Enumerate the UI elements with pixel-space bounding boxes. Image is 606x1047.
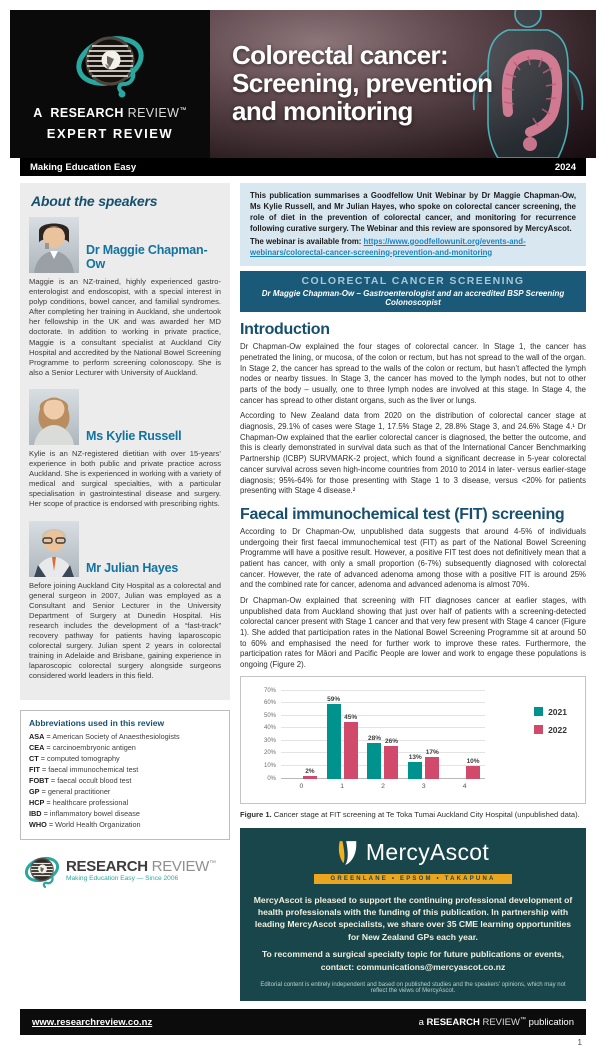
- speaker-name: Mr Julian Hayes: [86, 560, 179, 575]
- abbreviations-heading: Abbreviations used in this review: [29, 718, 165, 729]
- legend-swatch: [534, 725, 543, 734]
- introduction-paragraph-2: According to New Zealand data from 2020 on the distribution of colorectal cancer stage at diagnosis, 29.1% of cases were Stage 1, 17.5% Stage 2, 28.8% Stage 3, and 24.6% Stage 4.¹ Dr Chapman-Ow explained that the earlier colorectal cancer is diagnosed, the better the outcome, and this is clearly demonstrated in survival data such as that of the International Cancer Benchmarking Partnership (ICBP) SURVMARK-2 project, which found a significant decrease in 5-year colorectal cancer survival across seven high-income countries from 2010 to 2014 in later- versus earlier-stage diagnosis; 95%-64% for those presenting with Stage 1 to 3 disease, versus <20% for patients presenting with Stage 4 disease.²: [240, 411, 586, 496]
- x-axis-tick: 2: [381, 782, 385, 790]
- introduction-paragraph-1: Dr Chapman-Ow explained the four stages of colorectal cancer. In Stage 1, the cancer has penetrated the lining, or mucosa, of the colon or rectum, but has not spread to the wall of the organ. In Stage 2, the cancer has spread to the walls of the colon or rectum, but hasn’t affected the lymph nodes or nearby tissues. In Stage 3, the cancer has moved to the lymph nodes, but not to other parts of the body – usually, one to three lymph nodes are involved at this stage. In Stage 4, the cancer has spread to other distant organs, such as the liver or lungs.: [240, 342, 586, 405]
- abbreviation-item: HCP = healthcare professional: [29, 798, 129, 808]
- tagline-strip: [20, 158, 586, 176]
- introduction-heading: Introduction: [240, 321, 330, 339]
- research-review-globe-icon: [74, 28, 146, 100]
- abbreviations-list: [29, 732, 221, 830]
- bar-2022-stage-2: [384, 737, 398, 779]
- figure1-caption-text: Cancer stage at FIT screening at Te Toka Tumai Auckland City Hospital (unpublished data).: [271, 809, 580, 819]
- abbreviation-item: IBD = inflammatory bowel disease: [29, 809, 140, 818]
- speaker-photo-kylie: [29, 389, 79, 445]
- title-line-2: Screening, prevention: [232, 67, 493, 98]
- speakers-panel: [20, 183, 230, 700]
- bar-group-stage-2: [363, 691, 404, 790]
- fit-paragraph-2: Dr Chapman-Ow explained that screening with FIT diagnoses cancer at earlier stages, with unpublished data from Auckland showing that just over half of patients with a screening-detected colorectal cancer present with Stage 1 cancer and that very few present with Stage 4 cancer (Figure 1). She added that participation rates in the National Bowel Screening Programme sit at around 50 to 60% and emphasised the need for further work to improve these rates. Furthermore, the participation rates for Māori and Pacific People are lower and work to engage these populations is ongoing (Figure 2).: [240, 595, 586, 669]
- footer-pub-brand-bold: RESEARCH: [426, 1016, 480, 1028]
- rr-brand-tm: ™: [209, 860, 216, 868]
- rr-brand-light: REVIEW: [151, 858, 210, 876]
- research-review-footer-logo: [24, 852, 230, 890]
- bar-2022-stage-1: [344, 714, 358, 779]
- x-axis-tick: 3: [421, 782, 426, 790]
- publication-title: [232, 42, 492, 125]
- fit-paragraph-1: According to Dr Chapman-Ow, unpublished data suggests that around 4-5% of individuals undergoing their first faecal immunochemical test (FIT) as part of the National Bowel Screening Programme will have a positive result. However, a positive FIT test does not definitively mean that a patient has cancer, with only a small proportion (6-7%) subsequently diagnosed with colorectal cancer. However, the rate of advanced adenoma among those with a positive FIT is around 25% and the combined rate for cancer, adenoma and advanced adenoma is almost 70%.: [240, 526, 586, 590]
- speaker-maggie: [29, 217, 221, 378]
- bar-group-stage-3: [403, 691, 444, 790]
- y-axis-tick: 0%: [267, 775, 276, 782]
- footer-pub-brand-light: REVIEW: [482, 1016, 520, 1028]
- y-axis-tick: 50%: [263, 712, 276, 719]
- bar-2021-stage-1: [327, 696, 341, 778]
- bar-2022-stage-3: [425, 749, 439, 778]
- sponsor-contact-line1: To recommend a surgical specialty topic for future publications or events,: [261, 949, 565, 960]
- bar-2021-stage-2: [367, 735, 381, 778]
- footer-pub-tm: ™: [519, 1016, 526, 1023]
- abbreviations-box: [20, 710, 230, 839]
- sidebar: [20, 183, 230, 890]
- speaker-bio: Kylie is an NZ-registered dietitian with over 15-years’ experience in both public and private practice across Auckland. She is experienced in working with a variety of medical and surgical specialties, with a particular specialisation in gastrointestinal disease and surgery. Her scope of practice is endorsed with prescribing rights.: [29, 448, 221, 509]
- figure1-caption-label: Figure 1.: [240, 809, 272, 819]
- speaker-kylie: [29, 389, 221, 510]
- sponsor-contact-line2: contact: communications@mercyascot.co.nz: [320, 961, 506, 972]
- banner-subtitle: Dr Maggie Chapman-Ow – Gastroenterologist and an accredited BSP Screening Colonoscopist: [261, 289, 565, 308]
- bar-value-label: 26%: [384, 737, 398, 745]
- title-line-3: and monitoring: [232, 95, 413, 126]
- bar-value-label: 59%: [327, 696, 341, 704]
- sponsor-fineprint: Editorial content is entirely independent and based on published studies and the speakers’ opinions, which may not reflect the views of MercyAscot.: [260, 982, 566, 995]
- summary-text: This publication summarises a Goodfellow Unit Webinar by Dr Maggie Chapman-Ow, Ms Kylie Russell, and Mr Julian Hayes, who spoke on colorectal cancer screening, the role of diet in the prevention of colorectal cancer, and monitoring for recurrence following curative surgery. The Webinar and this review are sponsored by MercyAscot.: [250, 191, 576, 233]
- legend-swatch: [534, 707, 543, 716]
- y-axis-tick: 20%: [263, 750, 276, 757]
- bar-group-stage-1: [322, 691, 363, 790]
- sponsor-body-text: MercyAscot is pleased to support the continuing professional development of health professionals with the funding of this publication. In partnership with leading MercyAscot specialists, we share over 35 CME learning opportunities for New Zealand GPs each year.: [253, 894, 573, 942]
- rr-brand-bold: RESEARCH: [66, 858, 148, 876]
- speaker-bio: Maggie is an NZ-trained, highly experienced gastro-enterologist and endoscopist, with a special interest in polyp conditions, bowel cancer, and familial syndromes. After completing her training in Auckland, she undertook her fellowship in the UK and was awarded her MD doctorate. In addition to working in private practice, Maggie is a consultant specialist at Auckland City Hospital and accredited by the National Bowel Screening Programme to perform screening colonoscopy. She is also a Senior Lecturer with University of Auckland.: [29, 277, 221, 377]
- speaker-head: [29, 217, 221, 273]
- footer-bar: [20, 1009, 586, 1035]
- footer-pub-suffix: publication: [528, 1016, 574, 1028]
- sponsor-contact: [252, 948, 574, 973]
- header: [10, 10, 596, 158]
- fit-screening-heading: Faecal immunochemical test (FIT) screening: [240, 505, 565, 523]
- about-speakers-heading: About the speakers: [31, 193, 158, 209]
- y-axis-tick: 10%: [263, 763, 276, 770]
- abbreviation-item: FIT = faecal immunochemical test: [29, 765, 139, 775]
- abbreviation-item: CEA = carcinoembryonic antigen: [29, 743, 136, 753]
- speaker-photo-julian: [29, 521, 79, 577]
- content: [20, 183, 586, 1001]
- sponsor-panel: [240, 828, 586, 1002]
- speaker-head: [29, 389, 221, 445]
- footer-website-link[interactable]: www.researchreview.co.nz: [32, 1016, 153, 1028]
- y-axis-tick: 30%: [263, 737, 276, 744]
- chart-plot: [263, 687, 485, 790]
- making-education-easy-label: Making Education Easy: [30, 161, 137, 173]
- title-line-1: Colorectal cancer:: [232, 40, 449, 70]
- rr-tagline: Making Education Easy — Since 2006: [66, 875, 179, 883]
- brand-light: REVIEW: [127, 105, 180, 120]
- y-axis-tick: 60%: [263, 700, 276, 707]
- year-label: 2024: [554, 161, 576, 173]
- banner-title: COLORECTAL CANCER SCREENING: [301, 275, 525, 288]
- hero-banner: [210, 10, 596, 158]
- summary-box: [240, 183, 586, 266]
- bar-value-label: 13%: [408, 754, 422, 762]
- abbreviation-item: CT = computed tomography: [29, 754, 120, 764]
- bar-value-label: 2%: [305, 768, 315, 776]
- speaker-name: Ms Kylie Russell: [86, 428, 182, 443]
- footer-pub-prefix: a: [418, 1016, 424, 1028]
- speaker-photo-maggie: [29, 217, 79, 273]
- brand-line: [33, 106, 187, 120]
- bar-2022-stage-4: [466, 758, 480, 779]
- legend-item-2022: 2022: [534, 725, 567, 735]
- mercyascot-shield-icon: [337, 839, 359, 867]
- section-banner: [240, 271, 586, 312]
- webinar-link[interactable]: https://www.goodfellowunit.org/events-and-webinars/colorectal-cancer-screening-prevention-and-monitoring: [250, 236, 526, 257]
- abbreviation-item: GP = general practitioner: [29, 787, 111, 797]
- figure1-chart: [240, 676, 586, 804]
- bar-2022-stage-0: [303, 768, 317, 779]
- webinar-link-prefix: The webinar is available from:: [250, 236, 364, 246]
- abbreviation-item: ASA = American Society of Anaesthesiologists: [29, 732, 180, 742]
- bar-group-stage-4: [444, 691, 485, 790]
- x-axis-tick: 4: [462, 782, 467, 790]
- bar-value-label: 17%: [425, 749, 439, 757]
- brand-tm: ™: [179, 106, 187, 114]
- abbreviation-item: WHO = World Health Organization: [29, 819, 141, 829]
- bar-group-stage-0: [281, 691, 322, 790]
- y-axis-tick: 40%: [263, 725, 276, 732]
- x-axis-tick: 1: [340, 782, 345, 790]
- figure1-caption: [240, 810, 586, 819]
- bar-value-label: 10%: [466, 758, 480, 766]
- footer-publication-label: [419, 1017, 574, 1028]
- y-axis-tick: 70%: [263, 687, 276, 694]
- main-column: [240, 183, 586, 1001]
- speaker-julian: [29, 521, 221, 682]
- abbreviation-item: FOBT = faecal occult blood test: [29, 776, 132, 786]
- research-review-globe-icon-small: [24, 852, 60, 890]
- research-review-logo-box: [10, 10, 210, 158]
- page-number: 1: [577, 1038, 582, 1047]
- speaker-head: [29, 521, 221, 577]
- bar-2021-stage-3: [408, 754, 422, 778]
- webinar-link-row: [250, 237, 576, 259]
- mercyascot-logo: [252, 839, 574, 867]
- speaker-name: Dr Maggie Chapman-Ow: [86, 243, 208, 271]
- mercyascot-name: MercyAscot: [365, 839, 490, 866]
- legend-item-2021: 2021: [534, 707, 567, 717]
- speaker-bio: Before joining Auckland City Hospital as a colorectal and general surgeon in 2007, Julian was employed as a Consultant and Senior Lecturer in the University Department of Surgery at Dunedin Hospital. His research includes the development of a “fast-track” recovery pathway for patients having laparoscopic colorectal surgery. Julian spent 2 years in colorectal training in Adelaide and Brisbane, gaining experience in laparoscopic colorectal surgery alongside surgeons considered world leaders in this field.: [29, 580, 221, 681]
- brand-prefix: A: [33, 105, 43, 120]
- chart-legend: [534, 707, 567, 735]
- mercyascot-locations: GREENLANE • EPSOM • TAKAPUNA: [314, 874, 511, 884]
- x-axis-tick: 0: [299, 782, 304, 790]
- bar-value-label: 28%: [367, 735, 381, 743]
- rr-logo-text: [66, 859, 216, 883]
- brand-bold: RESEARCH: [50, 105, 124, 120]
- expert-review-label: EXPERT REVIEW: [46, 125, 174, 141]
- bar-value-label: 45%: [344, 714, 358, 722]
